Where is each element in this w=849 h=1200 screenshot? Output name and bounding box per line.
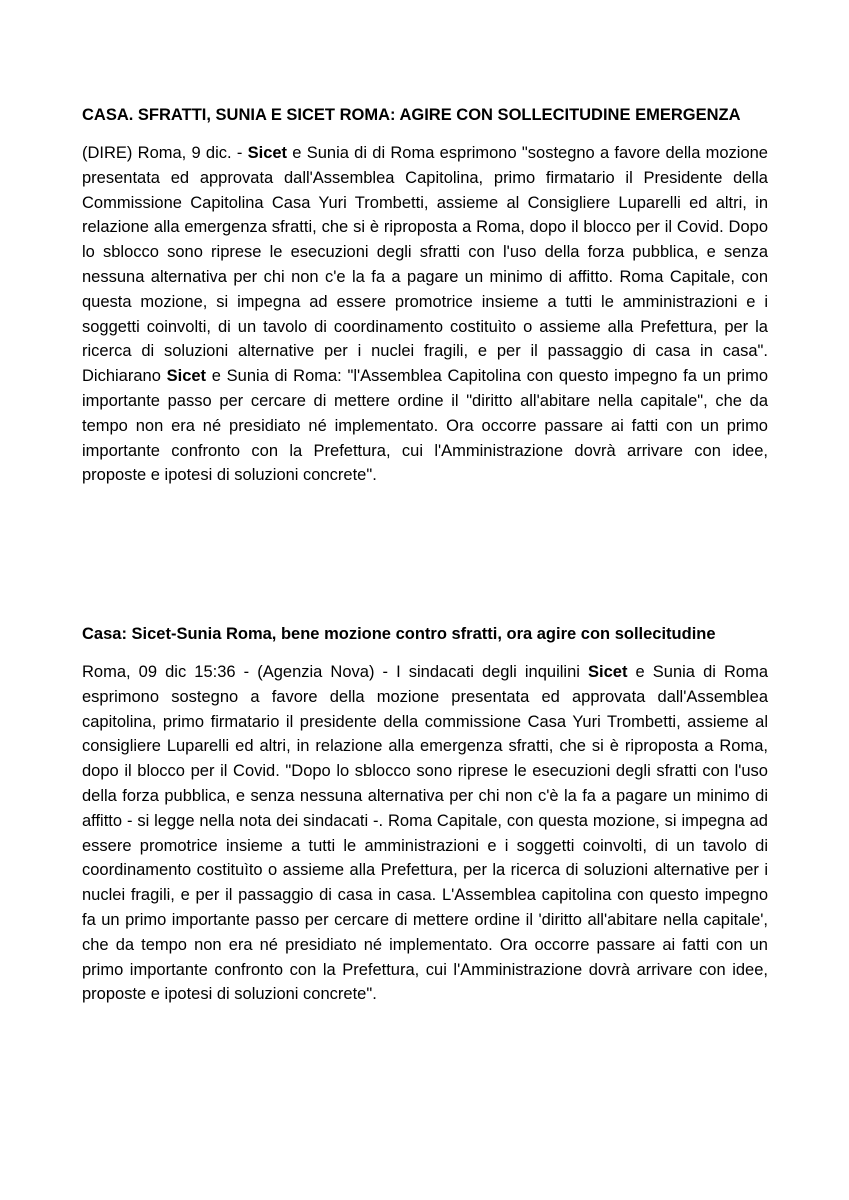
body-text-intro: (DIRE) Roma, 9 dic. -: [82, 144, 248, 162]
article-agenzia-nova: [82, 622, 768, 1007]
article-headline: CASA. SFRATTI, SUNIA E SICET ROMA: AGIRE CON SOLLECITUDINE EMERGENZA: [82, 106, 741, 124]
body-text-main: e Sunia di di Roma esprimono "sostegno a favore della mozione presentata ed approvata dall'Assemblea Capitolina, primo firmatario il Presidente della Commissione Capitolina Casa Yuri Trombetti, assieme al Consigliere Luparelli ed altri, in relazione alla emergenza sfratti, che si è riproposta a Roma, dopo il blocco per il Covid. Dopo lo sblocco sono riprese le esecuzioni degli sfratti con l'uso della forza pubblica, e senza nessuna alternativa per chi non c'e la fa a pagare un minimo di affitto. Roma Capitale, con questa mozione, si impegna ad essere promotrice insieme a tutti le amministrazioni e i soggetti coinvolti, di un tavolo di coordinamento costituìto o assieme alla Prefettura, per la ricerca di soluzioni alternative per i nuclei fragili, e per il passaggio di casa in casa". Dichiarano: [82, 144, 768, 386]
body-text-quote: e Sunia di Roma: "l'Assemblea Capitolina con questo impegno fa un primo importante passo per cercare di mettere ordine il "diritto all'abitare nella capitale", che da tempo non era né presidiato né implementato. Ora occorre passare ai fatti con un primo importante confronto con la Prefettura, cui l'Amministrazione dovrà arrivare con idee, proposte e ipotesi di soluzioni concrete".: [82, 367, 769, 485]
article-body: [82, 660, 768, 1007]
bold-keyword-sicet: Sicet: [166, 367, 207, 386]
bold-keyword-sicet: Sicet: [588, 663, 628, 681]
article-dire: [82, 103, 768, 488]
article-body: [82, 141, 768, 488]
body-text-intro: Roma, 09 dic 15:36 - (Agenzia Nova) - I sindacati degli inquilini: [82, 663, 589, 681]
bold-keyword-sicet: Sicet: [247, 144, 288, 162]
article-headline: Casa: Sicet-Sunia Roma, bene mozione contro sfratti, ora agire con sollecitudine: [82, 625, 716, 643]
body-text-main: e Sunia di Roma esprimono sostegno a favore della mozione presentata ed approvata dall'Assemblea capitolina, primo firmatario il presidente della commissione Casa Yuri Trombetti, assieme al consigliere Luparelli ed altri, in relazione alla emergenza sfratti, che si è riproposta a Roma, dopo il blocco per il Covid. "Dopo lo sblocco sono riprese le esecuzioni degli sfratti con l'uso della forza pubblica, e senza nessuna alternativa per chi non c'è la fa a pagare un minimo di affitto - si legge nella nota dei sindacati -. Roma Capitale, con questa mozione, si impegna ad essere promotrice insieme a tutti le amministrazioni e i soggetti coinvolti, di un tavolo di coordinamento costituìto o assieme alla Prefettura, per la ricerca di soluzioni alternative per i nuclei fragili, e per il passaggio di casa in casa. L'Assemblea capitolina con questo impegno fa un primo importante passo per cercare di mettere ordine il 'diritto all'abitare nella capitale', che da tempo non era né presidiato né implementato. Ora occorre passare ai fatti con un primo importante confronto con la Prefettura, cui l'Amministrazione dovrà arrivare con idee, proposte e ipotesi di soluzioni concrete".: [82, 663, 768, 1004]
